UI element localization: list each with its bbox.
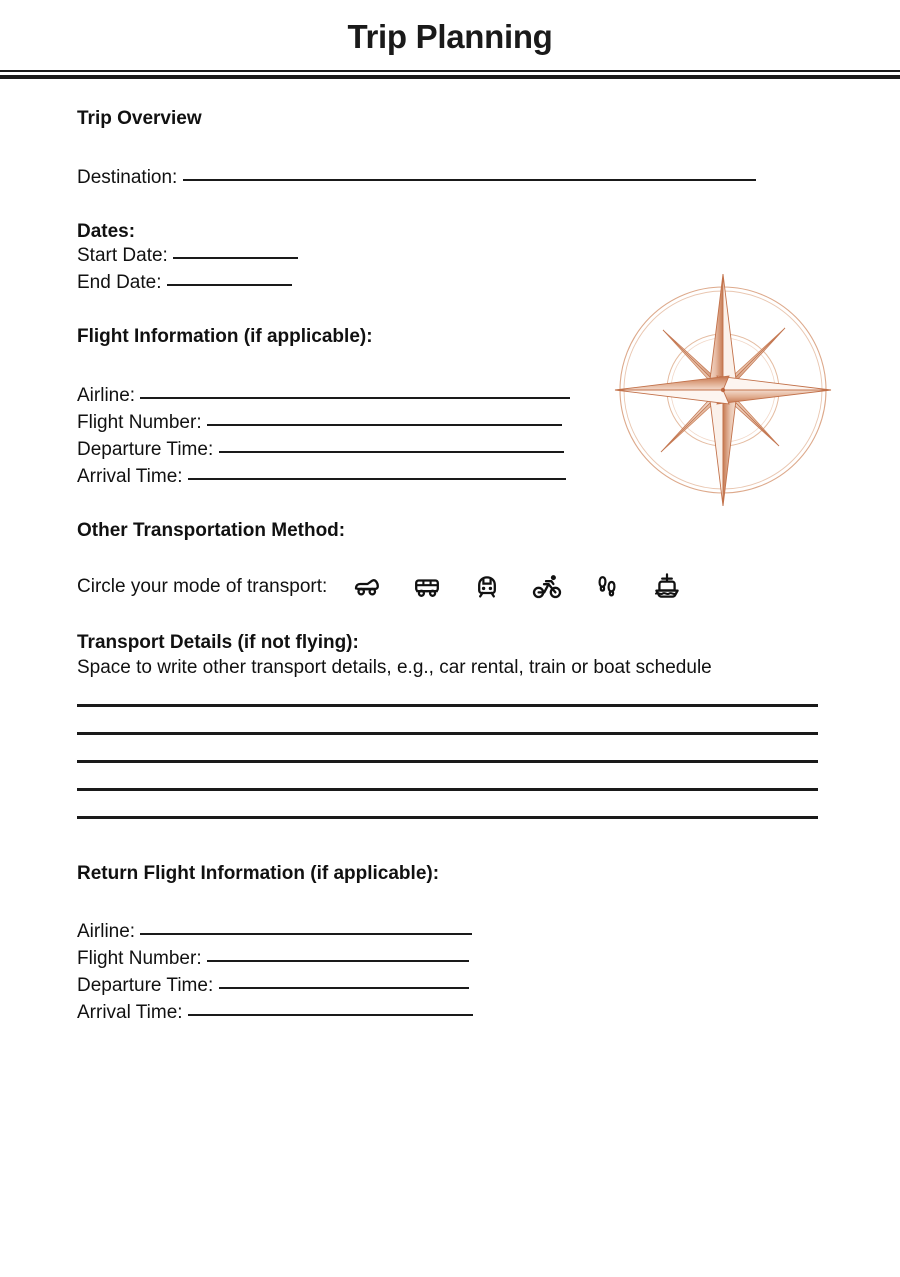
field-label-flight-arrival-time: Arrival Time:: [77, 466, 183, 488]
transport-icon-list: [351, 571, 683, 603]
transport-details-writing-area[interactable]: [77, 704, 818, 819]
field-label-start-date: Start Date:: [77, 245, 168, 267]
writing-line[interactable]: [77, 788, 818, 791]
section-heading-trip-overview: Trip Overview: [77, 108, 202, 129]
blank-return-flight-number[interactable]: [207, 946, 469, 962]
writing-line[interactable]: [77, 816, 818, 819]
blank-flight-airline[interactable]: [140, 383, 570, 399]
field-label-flight-airline: Airline:: [77, 385, 136, 407]
blank-return-departure-time[interactable]: [219, 973, 469, 989]
transport-prompt-label: Circle your mode of transport:: [77, 575, 328, 597]
field-destination: [77, 165, 900, 192]
field-label-return-airline: Airline:: [77, 921, 136, 943]
section-heading-transport-details: Transport Details (if not flying):: [77, 631, 359, 653]
field-label-end-date: End Date:: [77, 272, 162, 294]
field-return-arrival-time: [77, 1000, 900, 1027]
footprints-icon[interactable]: [591, 571, 623, 603]
blank-return-airline[interactable]: [140, 919, 472, 935]
blank-start-date[interactable]: [173, 243, 298, 259]
field-label-return-departure-time: Departure Time:: [77, 975, 214, 997]
writing-line[interactable]: [77, 760, 818, 763]
field-label-flight-departure-time: Departure Time:: [77, 439, 214, 461]
bicycle-icon[interactable]: [531, 571, 563, 603]
writing-line[interactable]: [77, 704, 818, 707]
blank-flight-number[interactable]: [207, 410, 562, 426]
section-heading-flight-information: Flight Information (if applicable):: [77, 326, 373, 348]
bus-icon[interactable]: [411, 571, 443, 603]
field-label-return-flight-number: Flight Number:: [77, 948, 202, 970]
blank-return-arrival-time[interactable]: [188, 1000, 473, 1016]
transport-details-description: Space to write other transport details, e.g., car rental, train or boat schedule: [77, 656, 712, 678]
transport-mode-selector: [77, 571, 900, 603]
field-flight-departure-time: [77, 437, 900, 464]
boat-icon[interactable]: [651, 571, 683, 603]
writing-line[interactable]: [77, 732, 818, 735]
field-return-airline: [77, 919, 900, 946]
blank-flight-arrival-time[interactable]: [188, 464, 566, 480]
field-flight-number: [77, 410, 900, 437]
field-flight-airline: [77, 383, 900, 410]
blank-end-date[interactable]: [167, 270, 292, 286]
field-label-flight-number: Flight Number:: [77, 412, 202, 434]
blank-flight-departure-time[interactable]: [219, 437, 564, 453]
blank-destination[interactable]: [183, 165, 756, 181]
page-title: Trip Planning: [347, 18, 553, 55]
field-label-destination: Destination:: [77, 166, 178, 188]
section-heading-return-flight: Return Flight Information (if applicable):: [77, 862, 440, 884]
train-icon[interactable]: [471, 571, 503, 603]
car-icon[interactable]: [351, 571, 383, 603]
field-return-departure-time: [77, 973, 900, 1000]
header-divider: [0, 70, 900, 79]
field-start-date: [77, 243, 900, 270]
section-heading-dates: Dates:: [77, 220, 136, 242]
field-return-flight-number: [77, 946, 900, 973]
section-heading-other-transportation: Other Transportation Method:: [77, 520, 346, 542]
field-end-date: [77, 270, 900, 297]
field-label-return-arrival-time: Arrival Time:: [77, 1002, 183, 1024]
field-flight-arrival-time: [77, 464, 900, 491]
